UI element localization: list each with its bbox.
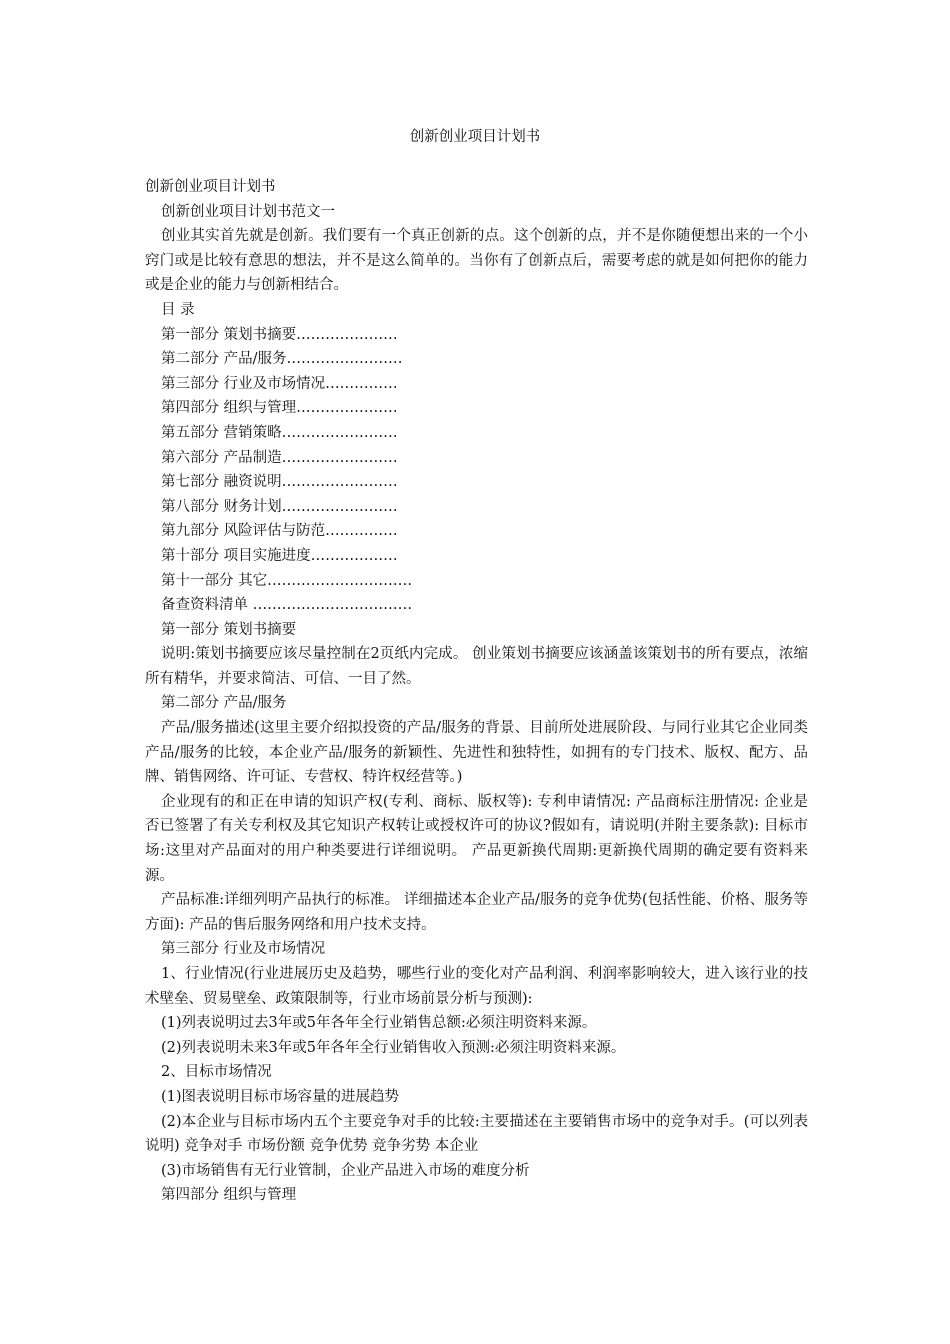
- paragraph: 2、目标市场情况: [161, 1064, 272, 1081]
- paragraph: 第十部分 项目实施进度………………: [161, 547, 398, 564]
- paragraph: 第八部分 财务计划……………………: [161, 498, 398, 515]
- paragraph: 第五部分 营销策略……………………: [161, 424, 398, 441]
- paragraph: 第三部分 行业及市场情况: [161, 941, 326, 958]
- paragraph: 第十一部分 其它…………………………: [161, 572, 413, 589]
- paragraph: 备查资料清单 ……………………………: [161, 597, 413, 614]
- paragraph: (1)列表说明过去3年或5年各年全行业销售总额:必须注明资料来源。: [161, 1015, 597, 1032]
- paragraph: 创业其实首先就是创新。我们要有一个真正创新的点。这个创新的点，并不是你随便想出来的一个小窍门或是比较有意思的想法，并不是这么简单的。当你有了创新点后，需要考虑的就是如何把你的能力或是企业的能力与创新相结合。: [145, 228, 808, 294]
- paragraph: 1、行业情况(行业进展历史及趋势，哪些行业的变化对产品利润、利润率影响较大，进入该行业的技术壁垒、贸易壁垒、政策限制等，行业市场前景分析与预测):: [145, 966, 808, 1007]
- paragraph: (2)本企业与目标市场内五个主要竞争对手的比较:主要描述在主要销售市场中的竞争对手。(可以列表说明) 竞争对手 市场份额 竞争优势 竞争劣势 本企业: [145, 1113, 808, 1155]
- paragraph: 第四部分 组织与管理: [161, 1187, 297, 1204]
- paragraph: 企业现有的和正在申请的知识产权(专利、商标、版权等): 专利申请情况: 产品商标注册情况: 企业是否已签署了有关专利权及其它知识产权转让或授权许可的协议?假如有，请说明(并附主要条款): 目标市场:这里对产品面对的用户种类要进行详细说明。 产品更新换代周期:更新换代周期的确定要有资料来源。: [145, 793, 808, 884]
- paragraph: 第七部分 融资说明……………………: [161, 474, 398, 491]
- paragraph: 说明:策划书摘要应该尽量控制在2页纸内完成。 创业策划书摘要应该涵盖该策划书的所有要点，浓缩所有精华，并要求简洁、可信、一目了然。: [145, 646, 808, 687]
- paragraph: (3)市场销售有无行业管制，企业产品进入市场的难度分析: [161, 1162, 530, 1179]
- paragraph: (2)列表说明未来3年或5年各年全行业销售收入预测:必须注明资料来源。: [161, 1039, 626, 1056]
- paragraph: 目 录: [161, 301, 195, 318]
- paragraph: 第二部分 产品/服务: [161, 695, 287, 712]
- paragraph: 第四部分 组织与管理…………………: [161, 400, 398, 417]
- paragraph: 创新创业项目计划书: [145, 179, 276, 195]
- document-body: [145, 175, 808, 1208]
- paragraph: 第六部分 产品制造……………………: [161, 449, 398, 466]
- paragraph: 第二部分 产品/服务……………………: [161, 351, 403, 368]
- paragraph: 第一部分 策划书摘要: [161, 621, 297, 638]
- paragraph: 第九部分 风险评估与防范……………: [161, 523, 398, 540]
- paragraph: 第三部分 行业及市场情况……………: [161, 375, 398, 392]
- paragraph: 产品标准:详细列明产品执行的标准。 详细描述本企业产品/服务的竞争优势(包括性能、价格、服务等方面): 产品的售后服务网络和用户技术支持。: [145, 892, 808, 933]
- page-title: 创新创业项目计划书: [409, 129, 541, 145]
- paragraph: (1)图表说明目标市场容量的进展趋势: [161, 1088, 400, 1105]
- paragraph: 创新创业项目计划书范文一: [161, 203, 335, 220]
- paragraph: 产品/服务描述(这里主要介绍拟投资的产品/服务的背景、目前所处进展阶段、与同行业其它企业同类产品/服务的比较，本企业产品/服务的新颖性、先进性和独特性，如拥有的专门技术、版权、配方、品牌、销售网络、许可证、专营权、特许权经营等。): [145, 720, 808, 786]
- paragraph: 第一部分 策划书摘要…………………: [161, 326, 398, 343]
